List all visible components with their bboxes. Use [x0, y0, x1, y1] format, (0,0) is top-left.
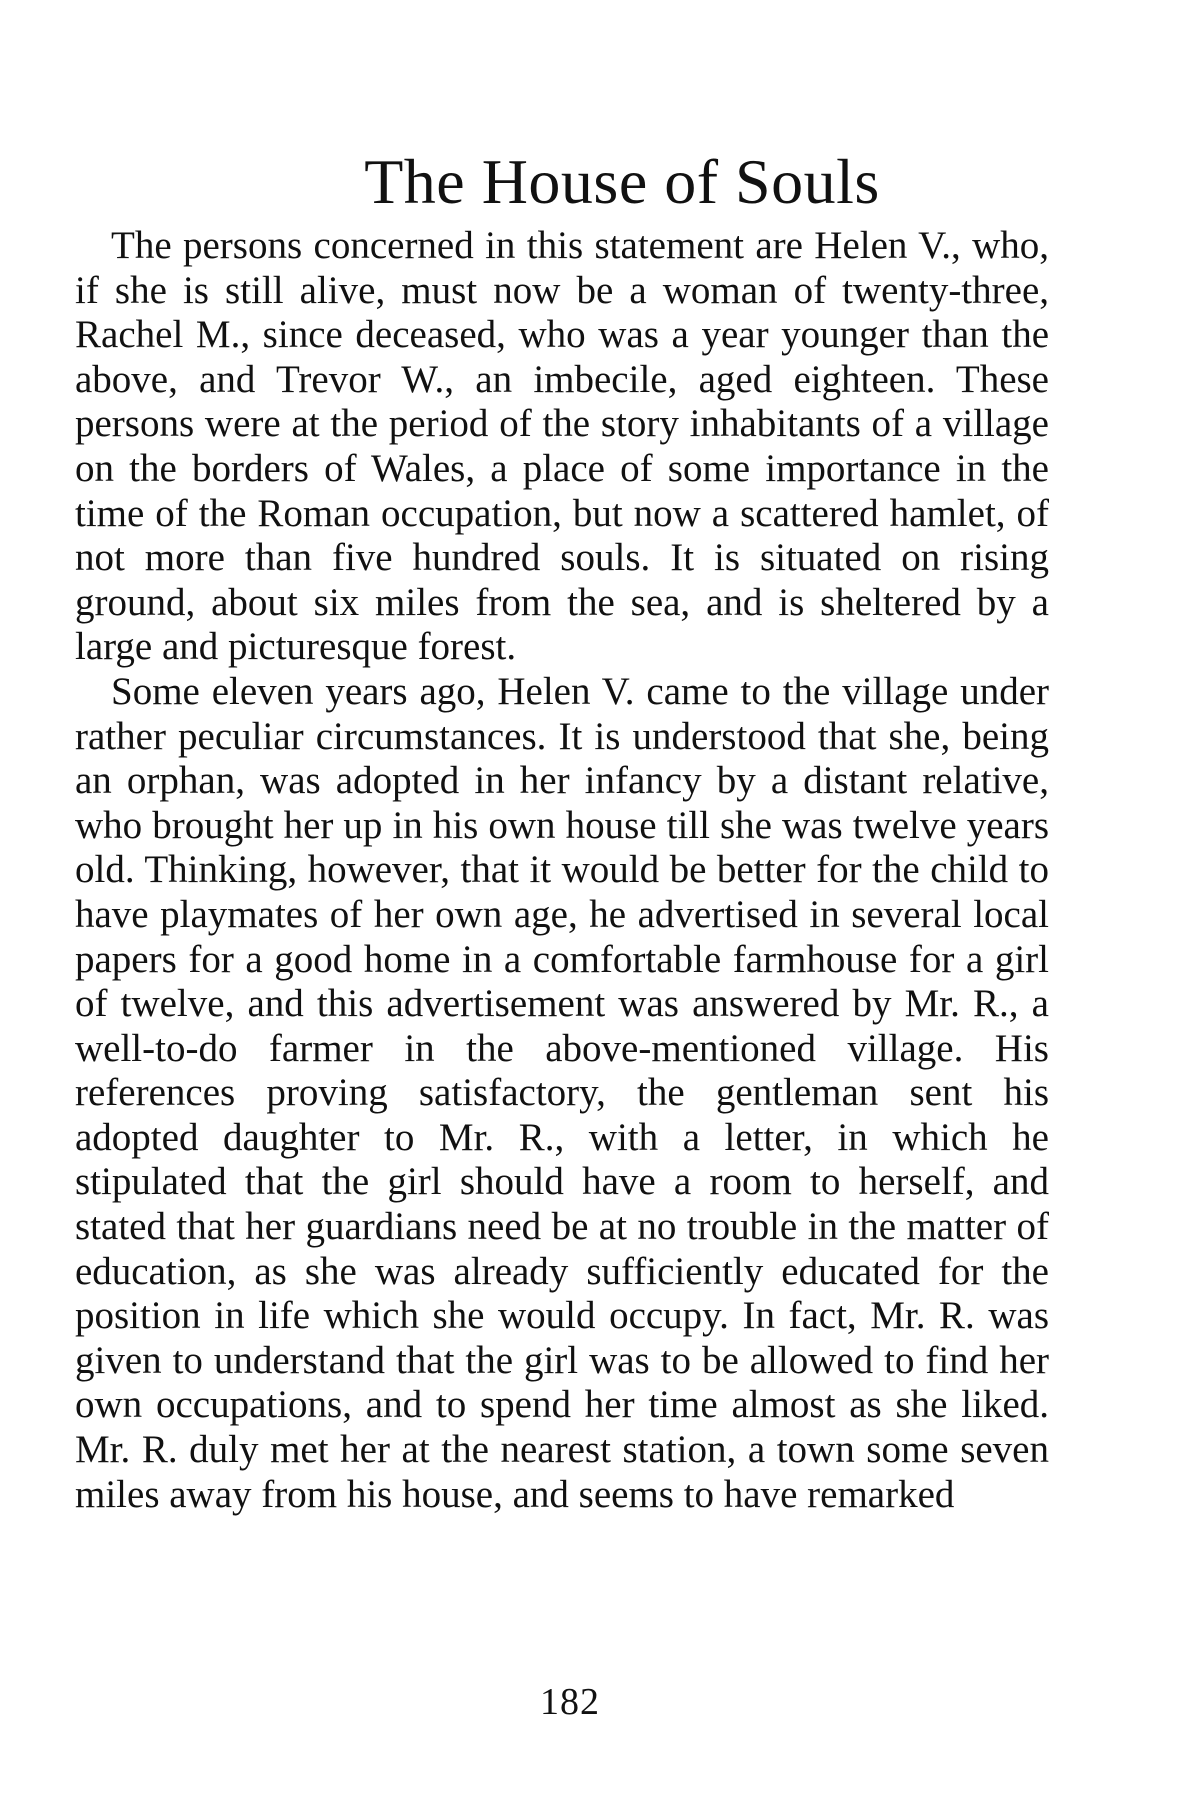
paragraph-1: The persons concerned in this statement are Helen V., who, if she is still alive, must now be a woman of twenty-three, Rachel M., since deceased, who was a year younger than the above, and Trevor W., an imbecile, aged eighteen. These persons were at the period of the story inhabitants of a village on the borders of Wales, a place of some importance in the time of the Roman occupation, but now a scattered hamlet, of not more than five hundred souls. It is situated on rising ground, about six miles from the sea, and is sheltered by a large and picturesque forest.: [75, 224, 1049, 669]
paragraph-2: Some eleven years ago, Helen V. came to the village under rather peculiar circumstances. It is understood that she, being an orphan, was adopted in her infancy by a distant relative, who brought her up in his own house till she was twelve years old. Thinking, however, that it would be better for the child to have playmates of her own age, he advertised in several local papers for a good home in a comfortable farmhouse for a girl of twelve, and this advertisement was answered by Mr. R., a well-to-do farmer in the above-mentioned village. His references proving satisfactory, the gentleman sent his adopted daughter to Mr. R., with a letter, in which he stipulated that the girl should have a room to herself, and stated that her guardians need be at no trouble in the matter of education, as she was already sufficiently educated for the position in life which she would occupy. In fact, Mr. R. was given to understand that the girl was to be allowed to find her own occupations, and to spend her time almost as she liked. Mr. R. duly met her at the nearest station, a town some seven miles away from his house, and seems to have remarked: [75, 669, 1049, 1516]
page-body: [75, 140, 1049, 1517]
page-title: The House of Souls: [364, 146, 880, 217]
page-number: 182: [540, 1681, 600, 1723]
